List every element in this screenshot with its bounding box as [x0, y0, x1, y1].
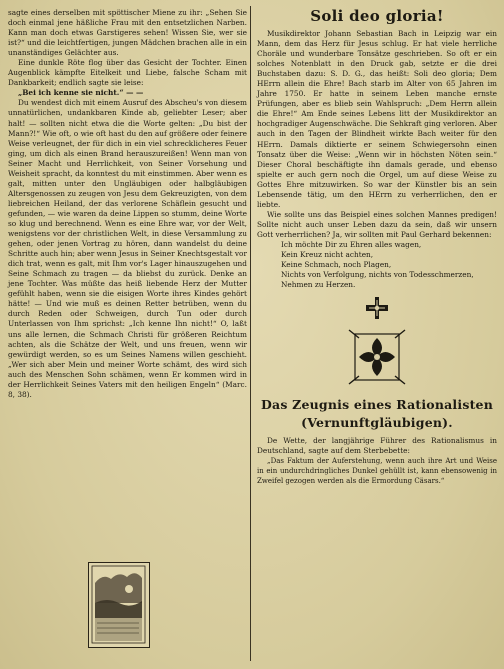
column-divider — [250, 6, 251, 661]
rationalist-title-line-1: Das Zeugnis eines Rationalisten — [261, 397, 493, 413]
left-column — [8, 8, 247, 400]
verse-line: Ich möchte Dir zu Ehren alles wagen, — [281, 239, 422, 249]
rationalist-title-line-2: (Vernunftgläubigen). — [301, 415, 453, 431]
left-para-3: Du wendest dich mit einem Ausruf des Abscheu's von diesem unnatürlichen, undankbaren Kinde ab, geliebter Leser; aber halt! — sollten nicht etwa die die Worte gelten: „Du bist der Mann?!“ Wie oft, o wie oft hast du den auf größere oder feinere Weise verleugnet, der für dich in ein viel schrecklicheres Feuer ging, um dich als einen Brand herauszureißen! Wenn man von Seiner Macht und Herrlichkeit, von Seiner Vorsehung und Weisheit spracht, da konntest du mit einstimmen. Aber wenn es galt, mitten unter den Ungläubigen oder halbgläubigen Altersgenossen zu zeugen von Jesu dem Gekreuzigten, von dem liebreichen Heiland, der das verlorene Schäflein gesucht und gefunden, — wie waren da deine Lippen so stumm, deine Worte so klug und berechnend. Wenn es eine Ehre war, vor der Welt, wenigstens vor der christlichen Welt, in diese Versammlung zu gehen, oder jenen Vortrag zu hören, dann wandelst du deine Schritte auch hin; aber wenn Jesus in Seiner Knechtsgestalt vor dich trat, wenn es galt, mit Ihm vor's Lager hinauszugehen und Seine Schmach zu tragen — da bliebst du zurück. Denke an jene Tochter. Was müßte das heiß liebende Herz der Mutter gefühlt haben, wenn sie die eisigen Worte ihres Kindes gehört hätte! — Und wie muß es deinen Retter betrüben, wenn du durch Reden oder Schweigen, durch Tun oder durch Unterlassen von Ihm sprichst: „Ich kenne Ihn nicht!“ O, laßt uns alle lernen, die Schmach Christi für größeren Reichtum achten, als die Schätze der Welt, und uns freuen, wenn wir gewürdigt werden, so es um Seines Namens willen geschieht. „Wer sich aber Mein und meiner Worte schämt, des wird sich auch des Menschen Sohn schämen, wenn Er kommen wird in der Herrlichkeit Seines Vaters mit den heiligen Engeln“ (Marc. 8, 38). — [8, 98, 247, 399]
hymn-verse — [281, 240, 497, 290]
verse-line: Nichts von Verfolgung, nichts von Todesschmerzen, — [281, 270, 474, 280]
cross-ornament-icon — [365, 296, 389, 320]
left-para-1: sagte eines derselben mit spöttischer Miene zu ihr: „Sehen Sie doch einmal jene häßliche Frau mit den entsetzlichen Narben. Kann man doch etwas Garstigeres sehen! Wissen Sie, wer sie ist?“ und die leichtfertigen, jungen Mädchen brachen alle in ein unanständiges Gelächter aus. — [8, 8, 247, 58]
floral-ornament-icon — [347, 328, 407, 386]
soli-para-1: Musikdirektor Johann Sebastian Bach in Leipzig war ein Mann, dem das Herz für Jesus schlug. Er hat viele herrliche Choräle und wunderbare Tonsätze geschrieben. So oft er ein solches Notenblatt in den Druck gab, setzte er die drei Buchstaben dazu: S. D. G., das heißt: Soli deo gloria; Dem HErrn allein die Ehre! Bach starb im Alter von 65 Jahren im Jahre 1750. Er hatte in seinem Leben manche ernste Prüfungen, aber es blieb sein Wahlspruch: „Dem Herrn allein die Ehre!“ Am Ende seines Lebens litt der Musikdirektor an hochgradiger Augenschwäche. Die Sehkraft ging verloren. Aber auch in den Tagen der Blindheit wirkte Bach weiter für den HErrn. Damals diktierte er seinem Schwiegersohn einen Tonsatz über die Weise: „Wenn wir in höchsten Nöten sein.“ Dieser Choral beschäftigte ihn damals gerade, und ebenso spielte er auch gern noch die Orgel, um auf diese Weise zu Gottes Ehre mitzuwirken. So war der Künstler bis an sein Lebensende tätig, um den HErrn zu verherrlichen, den er liebte. — [257, 29, 497, 209]
landscape-vignette-icon — [88, 562, 150, 648]
verse-line: Nehmen zu Herzen. — [281, 280, 356, 290]
section-title-rationalist — [257, 396, 497, 432]
left-quote: „Bei ich kenne sie nicht.“ — — — [18, 88, 144, 98]
right-column — [257, 6, 497, 486]
rationalist-quote: „Das Faktum der Auferstehung, wenn auch ihre Art und Weise in ein undurchdringliches Dunkel gehüllt ist, kann ebensowenig in Zweifel gezogen werden als die Ermordung Cäsars.“ — [257, 457, 497, 486]
rationalist-para-1: De Wette, der langjährige Führer des Rationalismus in Deutschland, sagte auf dem Sterbebette: — [257, 436, 497, 456]
section-title-soli-deo-gloria: Soli deo gloria! — [310, 7, 444, 25]
verse-line: Kein Kreuz nicht achten, — [281, 250, 374, 260]
soli-para-2: Wie sollte uns das Beispiel eines solchen Mannes predigen! Sollte nicht auch unser Leben dazu da sein, daß wir unsern Gott verherrlichen? Ja, wir sollten mit Paul Gerhard bekennen: — [257, 209, 497, 239]
left-para-2: Eine dunkle Röte flog über das Gesicht der Tochter. Einen Augenblick kämpfte Eitelkeit und Liebe, falsche Scham mit Dankbarkeit; endlich sagte sie leise: — [8, 58, 247, 88]
verse-line: Keine Schmach, noch Plagen, — [281, 260, 392, 270]
